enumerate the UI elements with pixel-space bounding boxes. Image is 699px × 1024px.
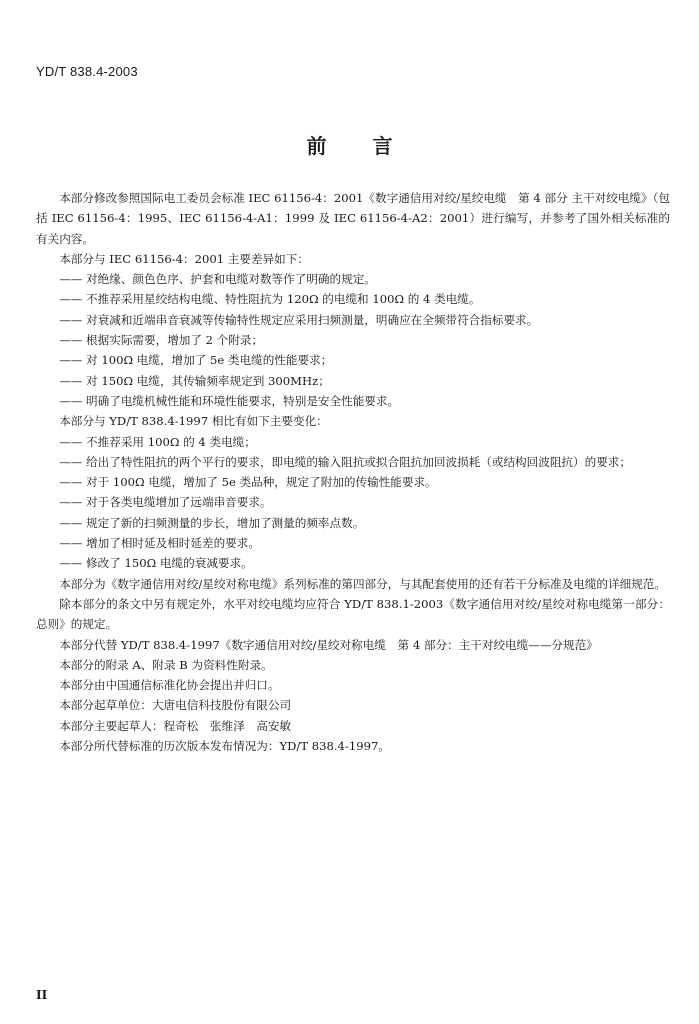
dash-list-item: —— 对衰减和近端串音衰减等传输特性规定应采用扫频测量，明确应在全频带符合指标要求。 [59, 312, 539, 327]
dash-list-item: —— 对绝缘、颜色色序、护套和电缆对数等作了明确的规定。 [59, 272, 376, 287]
dash-list-item: —— 修改了 150Ω 电缆的衰减要求。 [59, 556, 253, 571]
dash-list-item: —— 根据实际需要，增加了 2 个附录； [59, 333, 264, 348]
body-paragraph: 本部分的附录 A、附录 B 为资料性附录。 [59, 657, 273, 672]
dash-list-item: —— 不推荐采用 100Ω 的 4 类电缆； [59, 434, 256, 449]
dash-list-item: —— 增加了相时延及相时延差的要求。 [59, 536, 260, 551]
body-paragraph: 本部分修改参照国际电工委员会标准 IEC 61156-4：2001《数字通信用对绞/星绞电缆 第 4 部分 主干对绞电缆》（包括 IEC 61156-4：1995、IEC 61156-4-A1：1999 及 IEC 61156-4-A2：2001）进行编写，并参考了国外相关标准的有关内容。 [36, 191, 670, 246]
page-title: 前言 [306, 134, 439, 158]
dash-list-item: —— 规定了新的扫频测量的步长，增加了测量的频率点数。 [59, 515, 365, 530]
body-paragraph: 本部分与 YD/T 838.4-1997 相比有如下主要变化： [59, 414, 328, 429]
dash-list-item: —— 明确了电缆机械性能和环境性能要求，特别是安全性能要求。 [59, 393, 400, 408]
body-paragraph: 本部分代替 YD/T 838.4-1997《数字通信用对绞/星绞对称电缆 第 4 部分：主干对绞电缆——分规范》 [59, 637, 598, 652]
body-paragraph: 本部分由中国通信标准化协会提出并归口。 [59, 678, 280, 693]
dash-list-item: —— 对于各类电缆增加了远端串音要求。 [59, 495, 272, 510]
foreword-body [36, 188, 670, 756]
document-number: YD/T 838.4-2003 [36, 64, 138, 79]
body-paragraph: 除本部分的条文中另有规定外，水平对绞电缆均应符合 YD/T 838.1-2003《数字通信用对绞/星绞对称电缆第一部分：总则》的规定。 [36, 596, 670, 632]
dash-list-item: —— 给出了特性阻抗的两个平行的要求，即电缆的输入阻抗或拟合阻抗加回波损耗（或结构回波阻抗）的要求； [59, 454, 631, 469]
body-paragraph: 本部分主要起草人：程奇松 张维泽 高安敏 [59, 718, 292, 733]
dash-list-item: —— 不推荐采用星绞结构电缆、特性阻抗为 120Ω 的电缆和 100Ω 的 4 类电缆。 [59, 292, 481, 307]
page-number: II [36, 988, 48, 1002]
body-paragraph: 本部分起草单位：大唐电信科技股份有限公司 [59, 698, 292, 713]
body-paragraph: 本部分所代替标准的历次版本发布情况为：YD/T 838.4-1997。 [59, 739, 390, 754]
dash-list-item: —— 对 150Ω 电缆，其传输频率规定到 300MHz； [59, 373, 330, 388]
dash-list-item: —— 对 100Ω 电缆，增加了 5e 类电缆的性能要求； [59, 353, 333, 368]
dash-list-item: —— 对于 100Ω 电缆，增加了 5e 类品种，规定了附加的传输性能要求。 [59, 475, 437, 490]
body-paragraph: 本部分为《数字通信用对绞/星绞对称电缆》系列标准的第四部分，与其配套使用的还有若干分标准及电缆的详细规范。 [59, 576, 666, 591]
body-paragraph: 本部分与 IEC 61156-4：2001 主要差异如下： [59, 251, 309, 266]
